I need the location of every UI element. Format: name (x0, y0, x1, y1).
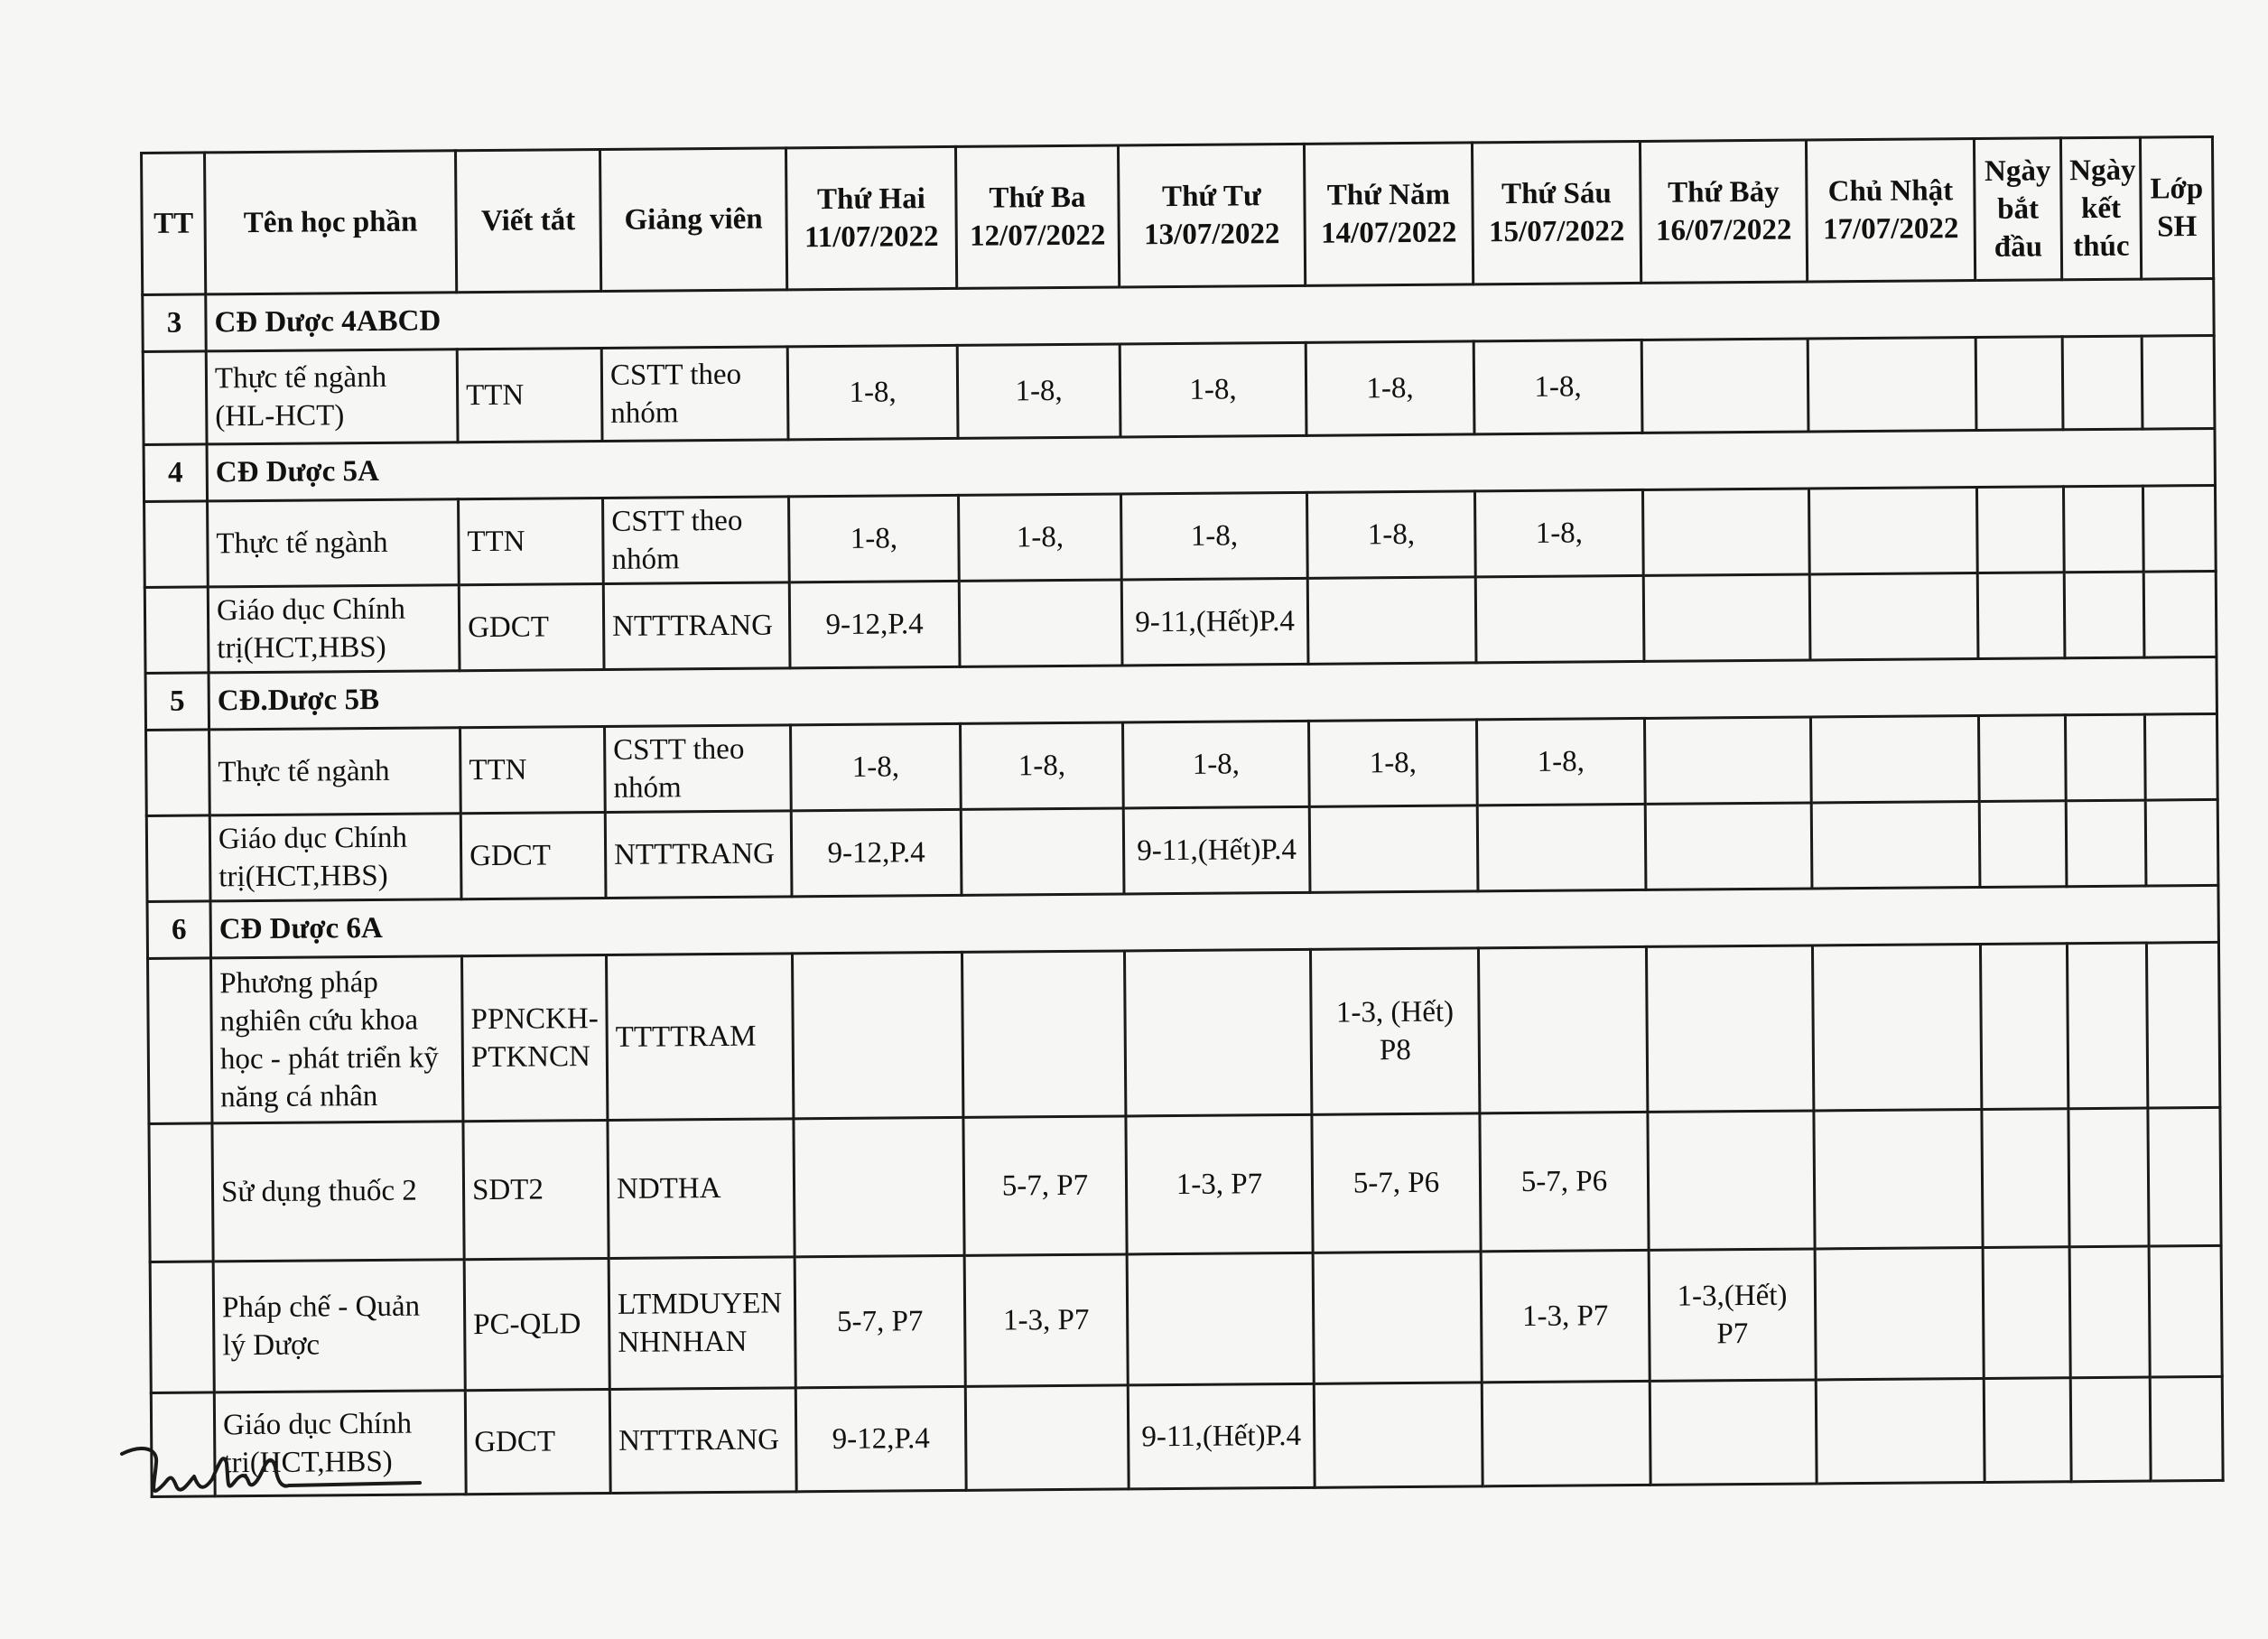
cell-mon: 1-8, (791, 723, 962, 810)
cell-sun (1811, 802, 1980, 889)
cell-tue (962, 951, 1125, 1117)
header-end-date: Ngày kết thúc (2060, 137, 2141, 280)
group-number: 5 (145, 673, 209, 731)
lecturer: TTTTRAM (607, 954, 794, 1121)
table-row (144, 571, 2217, 673)
cell-sat (1642, 489, 1809, 575)
cell-mon: 9-12,P.4 (791, 809, 962, 896)
header-day-wed: Thứ Tư 13/07/2022 (1118, 144, 1305, 287)
cell-wed: 1-8, (1121, 492, 1308, 580)
course-name: Giáo dục Chính trị(HCT,HBS) (214, 1391, 466, 1496)
lecturer: NDTHA (608, 1119, 795, 1259)
cell-thu: 1-8, (1306, 341, 1474, 435)
cell-fri: 1-8, (1473, 340, 1642, 433)
table-row (148, 942, 2220, 1123)
cell-sun (1816, 1379, 1984, 1484)
cell-tue: 1-8, (959, 494, 1122, 581)
cell-wed: 1-3, P7 (1126, 1114, 1313, 1254)
cell-wed (1124, 949, 1311, 1116)
course-abbr: PC-QLD (464, 1258, 609, 1390)
cell-sun (1808, 488, 1977, 574)
cell-mon: 1-8, (789, 495, 960, 582)
lecturer: CSTT theo nhóm (605, 725, 792, 813)
cell-fri (1478, 946, 1647, 1113)
table-row (143, 335, 2215, 444)
cell-start (1975, 337, 2063, 431)
cell-fri: 1-8, (1476, 718, 1645, 805)
lecturer: NTTTRANG (605, 811, 792, 899)
course-abbr: TTN (459, 498, 604, 584)
course-abbr: PPNCKH- PTKNCN (462, 955, 608, 1121)
lecturer: CSTT theo nhóm (601, 347, 788, 442)
group-name: CĐ Dược 5A (207, 428, 2215, 500)
cell-wed: 9-11,(Hết)P.4 (1121, 578, 1308, 666)
cell-wed: 1-8, (1120, 342, 1306, 437)
course-name: Thực tế ngành (208, 499, 460, 587)
table-row (151, 1376, 2223, 1496)
group-name: CĐ Dược 6A (210, 885, 2218, 957)
cell-thu: 1-8, (1308, 720, 1477, 806)
cell-sat: 1-3,(Hết) P7 (1649, 1249, 1816, 1381)
course-name: Sử dụng thuốc 2 (212, 1122, 464, 1262)
cell-mon: 1-8, (787, 345, 958, 439)
table-row (146, 799, 2218, 901)
header-day-mon: Thứ Hai 11/07/2022 (785, 146, 956, 289)
cell-tue (959, 580, 1122, 666)
header-day-tue: Thứ Ba 12/07/2022 (955, 145, 1119, 288)
cell-sun (1814, 1110, 1983, 1249)
header-tt: TT (142, 153, 206, 295)
cell-fri (1482, 1381, 1650, 1485)
cell-sat (1650, 1380, 1817, 1485)
group-number: 3 (143, 294, 206, 352)
cell-sun (1815, 1248, 1984, 1380)
cell-thu (1307, 577, 1476, 664)
cell-sat (1648, 1111, 1815, 1250)
group-number: 6 (147, 901, 210, 959)
cell-mon: 9-12,P.4 (795, 1386, 966, 1491)
cell-mon (794, 1117, 964, 1256)
cell-thu (1314, 1383, 1483, 1487)
group-name: CĐ Dược 4ABCD (206, 278, 2214, 350)
cell-tue: 1-8, (957, 344, 1120, 438)
cell-sat (1641, 339, 1808, 433)
cell-class (2142, 335, 2215, 429)
course-abbr: SDT2 (463, 1120, 609, 1259)
cell-fri: 5-7, P6 (1480, 1112, 1649, 1251)
table-row (146, 713, 2218, 815)
course-abbr: GDCT (465, 1389, 610, 1494)
header-class: Lớp SH (2140, 136, 2213, 279)
schedule-table (140, 135, 2225, 1498)
course-abbr: TTN (460, 726, 606, 813)
header-course: Tên học phần (205, 151, 457, 294)
cell-thu: 1-8, (1307, 491, 1476, 578)
course-abbr: GDCT (459, 583, 604, 670)
cell-tue: 5-7, P7 (963, 1116, 1127, 1255)
lecturer: NTTTRANG (609, 1388, 796, 1494)
header-day-fri: Thứ Sáu 15/07/2022 (1472, 141, 1641, 284)
schedule-sheet (140, 135, 2209, 1498)
lecturer: CSTT theo nhóm (603, 497, 790, 584)
header-start-date: Ngày bắt đầu (1974, 138, 2061, 281)
cell-fri: 1-8, (1474, 489, 1643, 576)
course-abbr: GDCT (460, 812, 606, 899)
cell-tue: 1-3, P7 (964, 1254, 1128, 1386)
header-day-sun: Chủ Nhật 17/07/2022 (1806, 139, 1975, 282)
cell-tue (961, 808, 1124, 895)
course-name: Phương pháp nghiên cứu khoa học - phát triển kỹ năng cá nhân (211, 956, 463, 1123)
course-name: Thực tế ngành (209, 728, 461, 815)
cell-sun (1812, 945, 1981, 1111)
header-lecturer: Giảng viên (600, 148, 786, 292)
cell-thu (1309, 806, 1478, 892)
cell-sun (1808, 338, 1976, 432)
cell-thu: 1-3, (Hết) P8 (1310, 948, 1479, 1114)
signature-mark (113, 1436, 438, 1517)
cell-fri (1477, 804, 1646, 890)
table-row (149, 1107, 2221, 1262)
cell-tue (965, 1385, 1129, 1490)
cell-sun (1810, 716, 1979, 803)
cell-mon: 5-7, P7 (795, 1255, 965, 1387)
cell-sun (1809, 573, 1978, 660)
cell-sat (1643, 574, 1810, 661)
course-abbr: TTN (457, 348, 602, 442)
course-name: Thực tế ngành (HL-HCT) (206, 349, 458, 444)
lecturer: NTTTRANG (603, 582, 790, 670)
cell-sat (1644, 717, 1811, 804)
cell-wed: 1-8, (1122, 721, 1309, 808)
group-number: 4 (144, 444, 207, 502)
table-row (144, 485, 2217, 587)
cell-wed (1127, 1253, 1314, 1385)
cell-sat (1646, 945, 1813, 1112)
cell-thu: 5-7, P6 (1312, 1113, 1481, 1253)
course-name: Giáo dục Chính trị(HCT,HBS) (208, 585, 460, 673)
cell-mon (792, 952, 962, 1118)
cell-wed: 9-11,(Hết)P.4 (1128, 1383, 1315, 1489)
header-day-thu: Thứ Năm 14/07/2022 (1304, 143, 1473, 285)
group-name: CĐ.Dược 5B (209, 657, 2217, 729)
cell-sat (1645, 803, 1812, 889)
header-row (142, 136, 2214, 294)
cell-wed: 9-11,(Hết)P.4 (1123, 806, 1310, 894)
cell-fri: 1-3, P7 (1481, 1250, 1650, 1382)
lecturer: LTMDUYEN NHNHAN (609, 1257, 795, 1390)
cell-end (2062, 336, 2143, 430)
table-row (150, 1245, 2222, 1392)
header-day-sat: Thứ Bảy 16/07/2022 (1640, 140, 1807, 283)
cell-fri (1475, 575, 1644, 662)
cell-thu (1313, 1252, 1482, 1383)
header-abbr: Viết tắt (456, 149, 601, 292)
cell-mon: 9-12,P.4 (789, 581, 960, 667)
cell-tue: 1-8, (961, 722, 1124, 809)
course-name: Giáo dục Chính trị(HCT,HBS) (209, 814, 461, 901)
course-name: Pháp chế - Quản lý Dược (213, 1260, 465, 1392)
